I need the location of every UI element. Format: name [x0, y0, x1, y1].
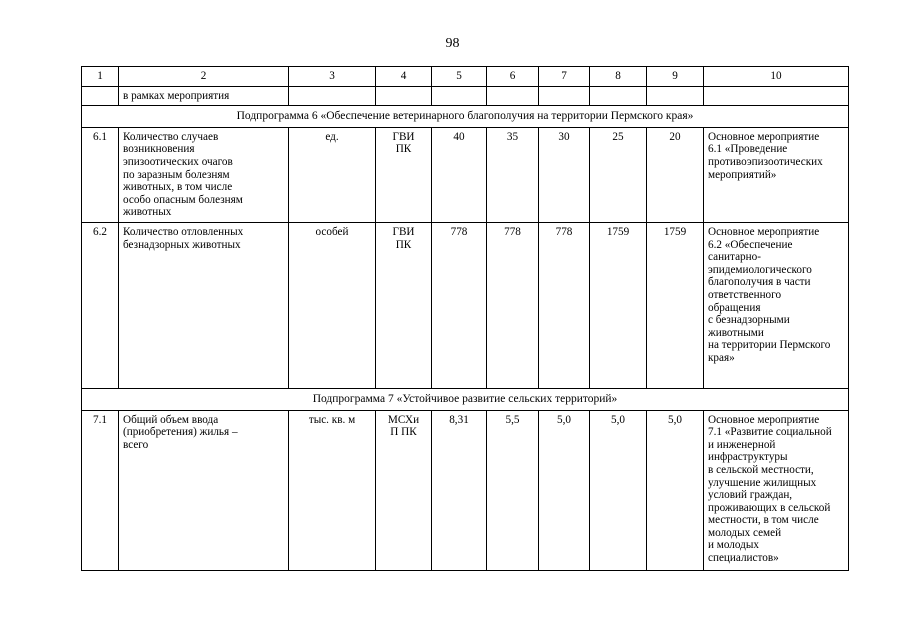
value-col9: 5,0	[647, 410, 704, 570]
indicators-table	[81, 66, 849, 571]
value-col8: 1759	[590, 222, 647, 388]
header-cell: 3	[289, 67, 376, 87]
value-col5: 40	[432, 127, 487, 222]
table-row	[82, 222, 849, 388]
indicator-name: Общий объем ввода (приобретения) жилья – всего	[119, 410, 289, 570]
value-col9: 1759	[647, 222, 704, 388]
header-cell: 6	[487, 67, 539, 87]
unit: тыс. кв. м	[289, 410, 376, 570]
continuation-text: в рамках мероприятия	[119, 86, 289, 106]
row-number: 6.1	[82, 127, 119, 222]
subprogram-title: Подпрограмма 7 «Устойчивое развитие сельских территорий»	[82, 388, 849, 410]
header-cell: 5	[432, 67, 487, 87]
value-col8: 5,0	[590, 410, 647, 570]
value-col7: 30	[539, 127, 590, 222]
main-event: Основное мероприятие 6.2 «Обеспечение санитарно- эпидемиологического благополучия в части ответственного обращения с безнадзорными животными на территории Пермского края»	[704, 222, 849, 388]
subprogram-6-row	[82, 106, 849, 128]
value-col6: 778	[487, 222, 539, 388]
responsible-org: МСХи П ПК	[376, 410, 432, 570]
row-number: 6.2	[82, 222, 119, 388]
value-col8: 25	[590, 127, 647, 222]
value-col5: 8,31	[432, 410, 487, 570]
row-number: 7.1	[82, 410, 119, 570]
continuation-row	[82, 86, 849, 106]
responsible-org: ГВИ ПК	[376, 222, 432, 388]
value-col9: 20	[647, 127, 704, 222]
responsible-org: ГВИ ПК	[376, 127, 432, 222]
indicator-name: Количество отловленных безнадзорных животных	[119, 222, 289, 388]
header-cell: 9	[647, 67, 704, 87]
table-row	[82, 127, 849, 222]
subprogram-7-row	[82, 388, 849, 410]
header-row	[82, 67, 849, 87]
header-cell: 7	[539, 67, 590, 87]
header-cell: 1	[82, 67, 119, 87]
header-cell: 8	[590, 67, 647, 87]
header-cell: 10	[704, 67, 849, 87]
value-col7: 778	[539, 222, 590, 388]
value-col6: 5,5	[487, 410, 539, 570]
page-number: 98	[445, 36, 460, 51]
header-cell: 4	[376, 67, 432, 87]
main-event: Основное мероприятие 6.1 «Проведение противоэпизоотических мероприятий»	[704, 127, 849, 222]
indicator-name: Количество случаев возникновения эпизоотических очагов по заразным болезням животных, в том числе особо опасным болезням животных	[119, 127, 289, 222]
subprogram-title: Подпрограмма 6 «Обеспечение ветеринарного благополучия на территории Пермского края»	[82, 106, 849, 128]
main-event: Основное мероприятие 7.1 «Развитие социальной и инженерной инфраструктуры в сельской местности, улучшение жилищных условий граждан, проживающих в сельской местности, в том числе молодых семей и молодых специалистов»	[704, 410, 849, 570]
unit: ед.	[289, 127, 376, 222]
value-col5: 778	[432, 222, 487, 388]
unit: особей	[289, 222, 376, 388]
header-cell: 2	[119, 67, 289, 87]
table-row	[82, 410, 849, 570]
value-col6: 35	[487, 127, 539, 222]
value-col7: 5,0	[539, 410, 590, 570]
